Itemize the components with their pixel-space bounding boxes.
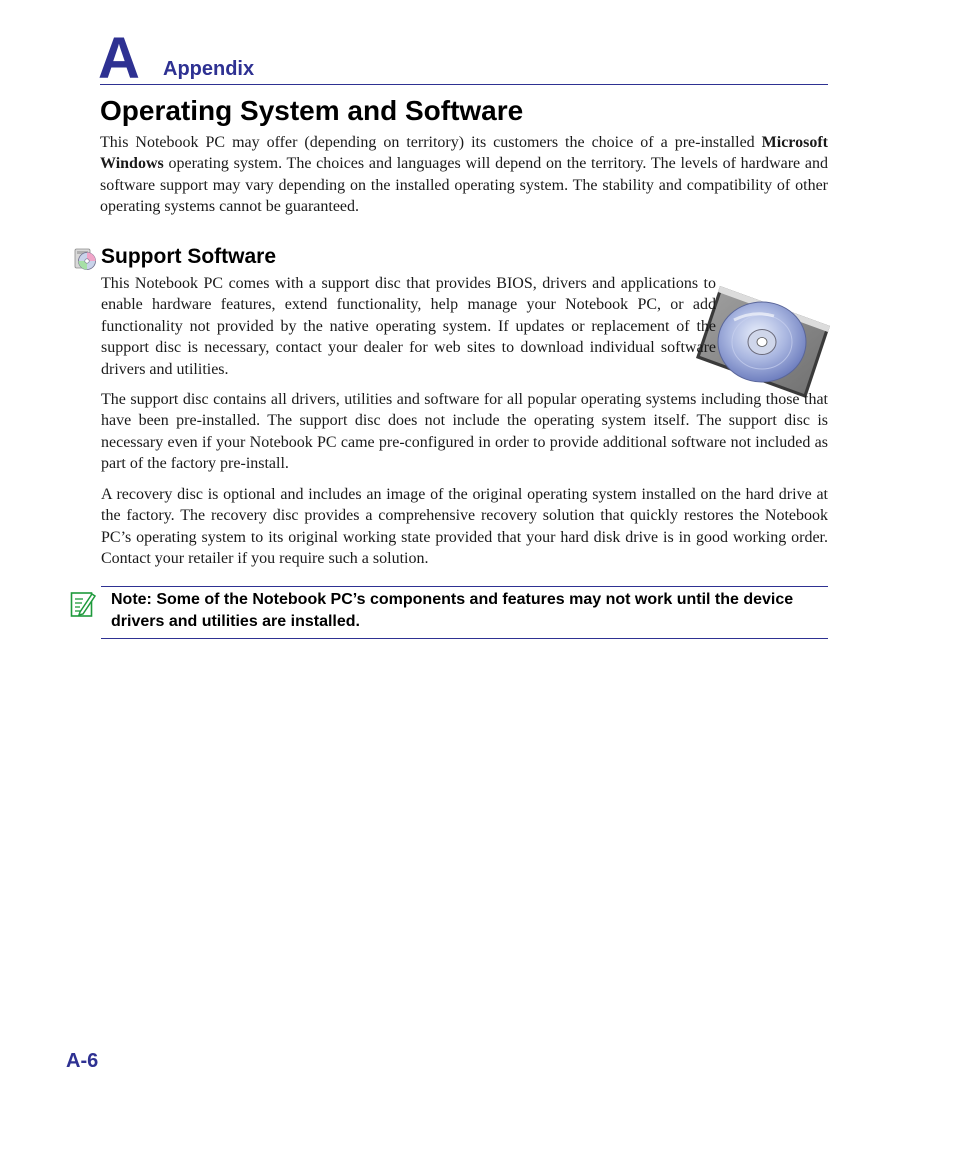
header-rule bbox=[100, 84, 828, 85]
intro-text-before: This Notebook PC may offer (depending on territory) its customers the choice of a pre-installed bbox=[100, 134, 762, 151]
intro-paragraph bbox=[100, 132, 828, 218]
note-rule-bottom bbox=[101, 638, 828, 639]
page-number: A-6 bbox=[66, 1050, 99, 1072]
support-paragraph-3: A recovery disc is optional and includes an image of the original operating system installed on the hard drive at the factory. The recovery disc provides a comprehensive recovery solution that quickly restores the Notebook PC’s operating system to its original working state provided that your hard disk drive is in good working order. Contact your retailer if you require such a solution. bbox=[101, 486, 828, 568]
intro-text-after: operating system. The choices and languages will depend on the territory. The levels of hardware and software support may vary depending on the installed operating system. The stability and compatibility of other operating systems cannot be guaranteed. bbox=[100, 155, 828, 216]
disc-icon bbox=[73, 247, 97, 271]
note-icon bbox=[70, 590, 96, 618]
support-paragraph-2: The support disc contains all drivers, utilities and software for all popular operating systems including those that have been pre-installed. The support disc does not include the operating system itself. The support disc is necessary even if your Notebook PC came pre-configured in order to provide additional software not included as part of the factory pre-install. bbox=[101, 391, 828, 473]
section-title: Support Software bbox=[101, 245, 277, 268]
image-wrap-spacer bbox=[716, 273, 828, 391]
note-rule-top bbox=[101, 586, 828, 587]
support-paragraph-1 bbox=[101, 273, 828, 391]
intro-bold: Microsoft Windows bbox=[100, 134, 828, 173]
note-text: Note: Some of the Notebook PC’s components and features may not work until the device drivers and utilities are installed. bbox=[111, 591, 794, 630]
chapter-name: Appendix bbox=[163, 58, 255, 80]
page-title: Operating System and Software bbox=[100, 95, 524, 126]
chapter-letter: A bbox=[98, 26, 140, 91]
support-paragraph-1-text: This Notebook PC comes with a support disc that provides BIOS, drivers and applications to enable hardware features, extend functionality, help manage your Notebook PC, or add functionality not provided by the native operating system. If updates or replacement of the support disc is necessary, contact your dealer for web sites to download individual software drivers and utilities. bbox=[101, 275, 716, 378]
